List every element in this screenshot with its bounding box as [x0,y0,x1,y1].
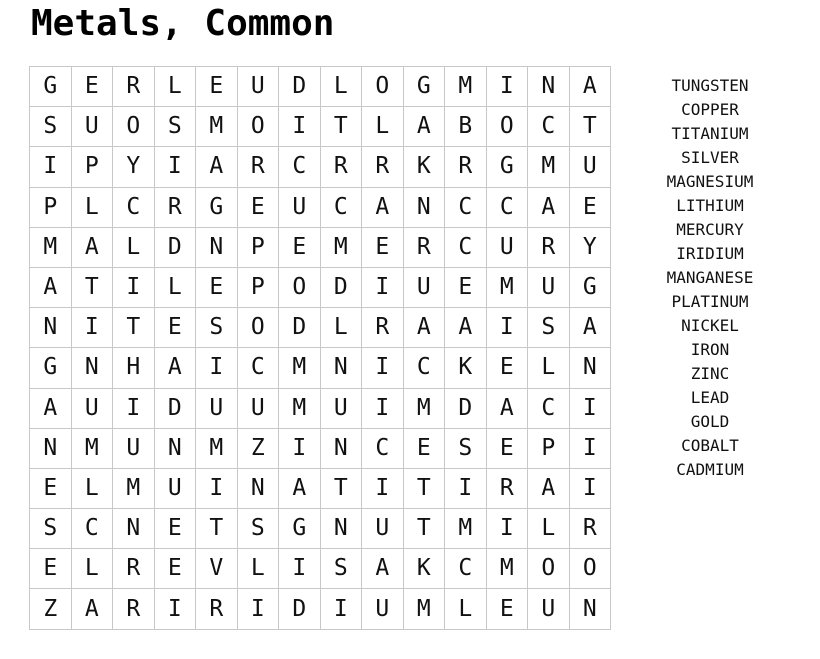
grid-cell[interactable]: D [154,227,196,267]
grid-cell[interactable]: C [362,428,404,468]
grid-cell[interactable]: R [154,187,196,227]
grid-cell[interactable]: O [528,549,570,589]
grid-cell[interactable]: S [154,107,196,147]
grid-cell[interactable]: S [528,308,570,348]
grid-cell[interactable]: L [154,67,196,107]
word-list-item: IRIDIUM [676,244,744,263]
grid-cell[interactable]: I [237,589,279,629]
grid-cell[interactable]: C [237,348,279,388]
grid-cell[interactable]: M [486,549,528,589]
grid-cell[interactable]: A [569,67,611,107]
grid-row [30,308,611,348]
grid-cell[interactable]: C [486,187,528,227]
grid-cell[interactable]: L [71,549,113,589]
grid-cell[interactable]: N [113,509,155,549]
grid-cell[interactable]: S [237,509,279,549]
word-list-item: TUNGSTEN [671,76,749,95]
word-list-item: IRON [690,340,730,359]
grid-cell[interactable]: I [196,468,238,508]
grid-cell[interactable]: A [196,147,238,187]
grid-cell[interactable]: E [237,187,279,227]
grid-cell[interactable]: M [445,67,487,107]
grid-cell[interactable]: I [279,107,321,147]
grid-row [30,549,611,589]
word-list-item: MAGNESIUM [666,172,754,191]
grid-cell[interactable]: R [113,589,155,629]
grid-cell[interactable]: R [362,147,404,187]
grid-cell[interactable]: N [403,187,445,227]
word-list [640,74,780,482]
grid-cell[interactable]: I [569,428,611,468]
word-list-item: NICKEL [681,316,739,335]
grid-cell[interactable]: M [71,428,113,468]
grid-row [30,509,611,549]
grid-cell[interactable]: A [362,549,404,589]
grid-cell[interactable]: C [528,388,570,428]
grid-cell[interactable]: E [196,267,238,307]
grid-row [30,227,611,267]
grid-cell[interactable]: U [528,267,570,307]
grid-cell[interactable]: H [113,348,155,388]
grid-cell[interactable]: S [30,509,72,549]
grid-row [30,187,611,227]
word-list-item: TITANIUM [671,124,749,143]
word-list-item: PLATINUM [671,292,749,311]
grid-cell[interactable]: U [237,67,279,107]
grid-cell[interactable]: O [569,549,611,589]
grid-cell[interactable]: N [154,428,196,468]
grid-cell[interactable]: M [528,147,570,187]
grid-cell[interactable]: A [486,388,528,428]
grid-cell[interactable]: M [320,227,362,267]
grid-cell[interactable]: U [362,589,404,629]
grid-cell[interactable]: K [445,348,487,388]
letter-grid [29,66,611,630]
grid-cell[interactable]: T [320,468,362,508]
word-list-item: COBALT [681,436,739,455]
word-list-item: LEAD [690,388,730,407]
grid-cell[interactable]: I [569,468,611,508]
grid-cell[interactable]: N [320,428,362,468]
grid-cell[interactable]: M [486,267,528,307]
grid-cell[interactable]: L [445,589,487,629]
grid-cell[interactable]: S [30,107,72,147]
grid-cell[interactable]: G [30,348,72,388]
grid-cell[interactable]: T [320,107,362,147]
grid-cell[interactable]: I [154,589,196,629]
grid-cell[interactable]: A [528,468,570,508]
grid-cell[interactable]: U [71,388,113,428]
grid-cell[interactable]: E [362,227,404,267]
grid-cell[interactable]: A [279,468,321,508]
grid-cell[interactable]: E [486,589,528,629]
grid-cell[interactable]: N [528,67,570,107]
grid-cell[interactable]: L [362,107,404,147]
grid-cell[interactable]: I [362,468,404,508]
grid-cell[interactable]: E [30,549,72,589]
grid-cell[interactable]: O [362,67,404,107]
grid-cell[interactable]: G [569,267,611,307]
grid-cell[interactable]: R [196,589,238,629]
word-list-item: CADMIUM [676,460,744,479]
grid-row [30,388,611,428]
grid-cell[interactable]: E [196,67,238,107]
grid-cell[interactable]: U [528,589,570,629]
grid-cell[interactable]: T [569,107,611,147]
grid-cell[interactable]: M [196,107,238,147]
grid-cell[interactable]: O [237,308,279,348]
grid-cell[interactable]: T [403,468,445,508]
grid-cell[interactable]: U [154,468,196,508]
grid-row [30,468,611,508]
grid-cell[interactable]: N [569,589,611,629]
grid-cell[interactable]: K [403,549,445,589]
grid-row [30,107,611,147]
grid-cell[interactable]: I [113,388,155,428]
grid-cell[interactable]: L [320,67,362,107]
grid-cell[interactable]: U [569,147,611,187]
grid-cell[interactable]: U [196,388,238,428]
grid-cell[interactable]: C [279,147,321,187]
grid-cell[interactable]: R [403,227,445,267]
grid-cell[interactable]: I [486,308,528,348]
grid-cell[interactable]: O [279,267,321,307]
grid-cell[interactable]: T [403,509,445,549]
grid-cell[interactable]: D [279,308,321,348]
grid-cell[interactable]: N [237,468,279,508]
grid-cell[interactable]: U [403,267,445,307]
grid-cell[interactable]: N [569,348,611,388]
grid-cell[interactable]: E [154,549,196,589]
grid-cell[interactable]: A [362,187,404,227]
word-list-item: MERCURY [676,220,744,239]
grid-cell[interactable]: R [362,308,404,348]
grid-cell[interactable]: O [113,107,155,147]
grid-cell[interactable]: R [113,67,155,107]
grid-cell[interactable]: P [30,187,72,227]
grid-cell[interactable]: C [113,187,155,227]
grid-cell[interactable]: C [71,509,113,549]
grid-cell[interactable]: M [445,509,487,549]
grid-cell[interactable]: R [445,147,487,187]
word-list-item: SILVER [681,148,739,167]
grid-cell[interactable]: G [403,67,445,107]
grid-cell[interactable]: I [71,308,113,348]
grid-cell[interactable]: I [113,267,155,307]
grid-cell[interactable]: K [403,147,445,187]
grid-cell[interactable]: U [237,388,279,428]
grid-row [30,67,611,107]
grid-row [30,348,611,388]
grid-cell[interactable]: D [154,388,196,428]
grid-row [30,147,611,187]
grid-cell[interactable]: A [30,388,72,428]
grid-cell[interactable]: C [445,187,487,227]
grid-cell[interactable]: D [279,67,321,107]
grid-cell[interactable]: P [71,147,113,187]
grid-cell[interactable]: A [71,227,113,267]
grid-cell[interactable]: V [196,549,238,589]
grid-cell[interactable]: I [445,468,487,508]
grid-cell[interactable]: U [486,227,528,267]
grid-cell[interactable]: A [403,308,445,348]
grid-cell[interactable]: E [486,428,528,468]
grid-cell[interactable]: N [196,227,238,267]
grid-cell[interactable]: L [113,227,155,267]
grid-cell[interactable]: L [528,509,570,549]
grid-cell[interactable]: U [279,187,321,227]
grid-cell[interactable]: A [569,308,611,348]
grid-cell[interactable]: Y [113,147,155,187]
grid-cell[interactable]: A [154,348,196,388]
grid-cell[interactable]: Y [569,227,611,267]
grid-cell[interactable]: B [445,107,487,147]
grid-cell[interactable]: I [569,388,611,428]
grid-cell[interactable]: L [71,187,113,227]
grid-cell[interactable]: T [113,308,155,348]
grid-cell[interactable]: C [403,348,445,388]
grid-cell[interactable]: I [30,147,72,187]
grid-cell[interactable]: E [486,348,528,388]
grid-cell[interactable]: I [362,348,404,388]
grid-cell[interactable]: N [30,428,72,468]
word-list-item: COPPER [681,100,739,119]
grid-cell[interactable]: I [362,388,404,428]
grid-cell[interactable]: M [403,388,445,428]
grid-cell[interactable]: S [320,549,362,589]
grid-cell[interactable]: G [279,509,321,549]
grid-cell[interactable]: C [320,187,362,227]
grid-cell[interactable]: S [445,428,487,468]
grid-cell[interactable]: I [196,348,238,388]
grid-cell[interactable]: N [320,509,362,549]
grid-cell[interactable]: U [320,388,362,428]
grid-cell[interactable]: Z [237,428,279,468]
grid-cell[interactable]: U [362,509,404,549]
grid-cell[interactable]: M [30,227,72,267]
grid-cell[interactable]: R [486,468,528,508]
grid-cell[interactable]: M [113,468,155,508]
grid-cell[interactable]: M [279,348,321,388]
grid-cell[interactable]: G [30,67,72,107]
grid-cell[interactable]: R [320,147,362,187]
word-list-item: ZINC [690,364,730,383]
grid-cell[interactable]: L [528,348,570,388]
grid-cell[interactable]: N [320,348,362,388]
grid-row [30,267,611,307]
grid-cell[interactable]: L [237,549,279,589]
grid-cell[interactable]: A [528,187,570,227]
puzzle-title: Metals, Common [31,3,335,44]
grid-cell[interactable]: A [71,589,113,629]
grid-cell[interactable]: R [528,227,570,267]
grid-cell[interactable]: E [154,509,196,549]
grid-cell[interactable]: E [154,308,196,348]
grid-cell[interactable]: I [486,509,528,549]
grid-cell[interactable]: G [486,147,528,187]
grid-cell[interactable]: P [237,227,279,267]
grid-cell[interactable]: A [403,107,445,147]
grid-row [30,428,611,468]
grid-cell[interactable]: L [71,468,113,508]
grid-cell[interactable]: R [237,147,279,187]
grid-cell[interactable]: L [320,308,362,348]
grid-cell[interactable]: E [569,187,611,227]
grid-cell[interactable]: N [71,348,113,388]
grid-cell[interactable]: T [196,509,238,549]
grid-cell[interactable]: C [445,227,487,267]
grid-cell[interactable]: R [569,509,611,549]
grid-cell[interactable]: P [237,267,279,307]
grid-row [30,589,611,629]
grid-cell[interactable]: E [279,227,321,267]
grid-cell[interactable]: G [196,187,238,227]
word-list-item: GOLD [690,412,730,431]
grid-cell[interactable]: E [30,468,72,508]
grid-cell[interactable]: I [154,147,196,187]
grid-cell[interactable]: I [486,67,528,107]
grid-cell[interactable]: C [528,107,570,147]
grid-cell[interactable]: N [30,308,72,348]
grid-cell[interactable]: M [196,428,238,468]
grid-cell[interactable]: R [113,549,155,589]
word-list-item: MANGANESE [666,268,754,287]
grid-cell[interactable]: E [403,428,445,468]
grid-cell[interactable]: O [486,107,528,147]
grid-cell[interactable]: M [403,589,445,629]
grid-cell[interactable]: A [445,308,487,348]
grid-cell[interactable]: I [279,428,321,468]
grid-cell[interactable]: Z [30,589,72,629]
grid-cell[interactable]: I [320,589,362,629]
grid-cell[interactable]: U [113,428,155,468]
grid-cell[interactable]: L [154,267,196,307]
grid-cell[interactable]: S [196,308,238,348]
grid-cell[interactable]: D [320,267,362,307]
grid-cell[interactable]: C [445,549,487,589]
word-list-item: LITHIUM [676,196,744,215]
grid-cell[interactable]: D [445,388,487,428]
grid-cell[interactable]: E [445,267,487,307]
grid-cell[interactable]: A [30,267,72,307]
grid-cell[interactable]: O [237,107,279,147]
grid-cell[interactable]: U [71,107,113,147]
grid-cell[interactable]: T [71,267,113,307]
grid-cell[interactable]: M [279,388,321,428]
grid-cell[interactable]: I [279,549,321,589]
grid-cell[interactable]: I [362,267,404,307]
grid-cell[interactable]: P [528,428,570,468]
grid-cell[interactable]: D [279,589,321,629]
grid-cell[interactable]: E [71,67,113,107]
